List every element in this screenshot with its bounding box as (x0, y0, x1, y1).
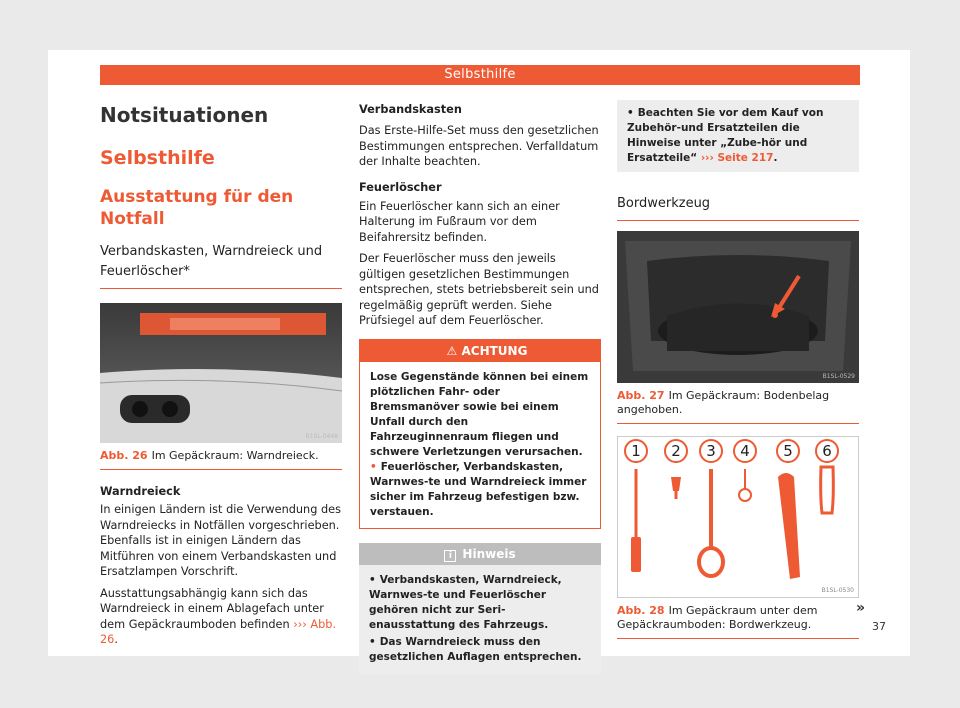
page-number: 37 (872, 620, 886, 633)
warning-header (360, 340, 600, 362)
warning-triangle-compartment-image (100, 303, 342, 443)
figure-code: B1SL-0529 (822, 373, 855, 380)
figure-26 (100, 303, 342, 443)
figure-28-caption (617, 604, 859, 639)
bullet-icon: • (369, 573, 376, 586)
tool-wheel-wrench (778, 473, 800, 579)
warning-triangle-icon: ⚠ (446, 343, 458, 358)
tool-label-5: 5 (783, 442, 793, 460)
tip-text: Beachten Sie vor dem Kauf von Zubehör-und Ersatzteilen die Hinweise unter „Zube-hör und Ersatzteile“ (627, 107, 824, 164)
note-bullet-2 (369, 635, 591, 665)
tip-end: . (773, 152, 778, 164)
figure-27-label: Abb. 27 (617, 389, 665, 402)
column-2 (359, 96, 601, 675)
bullet-icon: • (627, 107, 634, 119)
figure-28-label: Abb. 28 (617, 604, 665, 617)
warning-box (359, 339, 601, 529)
page-217-link[interactable]: ››› Seite 217 (700, 152, 774, 164)
chapter-header: Selbsthilfe (100, 65, 860, 85)
note-bullet-2-text: Das Warndreieck muss den gesetzlichen Auflagen entsprechen. (369, 635, 582, 663)
warndreieck-paragraph-1: In einigen Ländern ist die Verwendung des Warndreiecks in Notfällen vorgeschrieben. Ebenfalls ist in einigen Ländern das Mitführen von einem Verbandskasten und Ersatzlampen Vorschrift. (100, 503, 341, 578)
figure-28-text: Im Gepäckraum unter dem Gepäckraumboden: Bordwerkzeug. (617, 604, 818, 631)
note-bullet-1-text: Verbandskasten, Warndreieck, Warnwes-te und Feuerlöscher gehören nicht zur Seri-enausstattung des Fahrzeugs. (369, 573, 562, 631)
warning-text: Lose Gegenstände können bei einem plötzlichen Fahr- oder Bremsmanöver sowie bei einem Unfall durch den Fahrzeuginnenraum fliegen und schwere Verletzungen verursachen. (370, 370, 589, 458)
tool-bolt (671, 477, 681, 491)
page-title: Notsituationen (100, 103, 269, 127)
info-icon: i (444, 550, 456, 562)
tip-box (617, 100, 859, 172)
verbandskasten-heading: Verbandskasten (359, 103, 462, 116)
verbandskasten-text: Das Erste-Hilfe-Set muss den gesetzlichen Bestimmungen entsprechen. Verfalldatum der Inhalte beachten. (359, 124, 599, 168)
figure-28 (617, 436, 859, 598)
tool-label-3: 3 (706, 442, 716, 460)
feuerloescher-text-2: Der Feuerlöscher muss den jeweils gültigen gesetzlichen Bestimmungen entsprechen, stets betriebsbereit sein und regelmäßig geprüft werden. Siehe Prüfsiegel auf dem Feuerlöscher. (359, 252, 599, 327)
note-body (359, 565, 601, 675)
tool-clip (821, 467, 834, 513)
note-box (359, 543, 601, 675)
warning-body (360, 362, 600, 528)
bullet-icon: • (370, 460, 377, 473)
figure-code: B1SL-0448 (305, 433, 338, 440)
note-title: Hinweis (462, 546, 516, 561)
tool-label-6: 6 (822, 442, 832, 460)
figure-27-text: Im Gepäckraum: Bodenbelag angehoben. (617, 389, 830, 416)
warning-title: ACHTUNG (461, 343, 528, 358)
figure-26-label: Abb. 26 (100, 449, 148, 462)
feuerloescher-text-1: Ein Feuerlöscher kann sich an einer Halterung im Fußraum vor dem Beifahrersitz befinden. (359, 199, 560, 244)
figure-26-text: Im Gepäckraum: Warndreieck. (151, 449, 319, 462)
tool-kit-image (618, 437, 858, 595)
bullet-icon: • (369, 635, 376, 648)
figure-code: B1SL-0530 (821, 587, 854, 594)
subsection-title: Ausstattung für den Notfall (100, 187, 294, 229)
bordwerkzeug-title: Bordwerkzeug (617, 194, 859, 221)
tool-label-2: 2 (671, 442, 681, 460)
note-header (359, 543, 601, 565)
column-1 (100, 96, 342, 648)
warndreieck-paragraph-2 (100, 586, 342, 648)
warning-bullet-1 (370, 460, 590, 520)
section-title: Selbsthilfe (100, 147, 215, 169)
figure-27 (617, 231, 859, 383)
figure-26-caption (100, 449, 342, 470)
trunk-floor-image (617, 231, 859, 383)
tool-label-1: 1 (631, 442, 641, 460)
column-3 (617, 96, 859, 639)
para2-text: Ausstattungsabhängig kann sich das Warndreieck in einem Ablagefach unter dem Gepäckraumboden befinden (100, 586, 324, 631)
topic-title: Verbandskasten, Warndreieck und Feuerlöscher* (100, 242, 342, 289)
figure-27-caption (617, 389, 859, 424)
warning-bullet-text: Feuerlöscher, Verbandskasten, Warnwes-te und Warndreieck immer sicher im Fahrzeug befestigen bzw. verstauen. (370, 460, 587, 518)
note-bullet-1 (369, 573, 591, 633)
feuerloescher-heading: Feuerlöscher (359, 180, 442, 194)
para2-end: . (114, 633, 118, 646)
warndreieck-heading: Warndreieck (100, 485, 181, 498)
tool-label-4: 4 (740, 442, 750, 460)
figure-26-link[interactable]: ››› Abb. 26 (100, 617, 337, 646)
continue-arrow: » (856, 600, 866, 616)
